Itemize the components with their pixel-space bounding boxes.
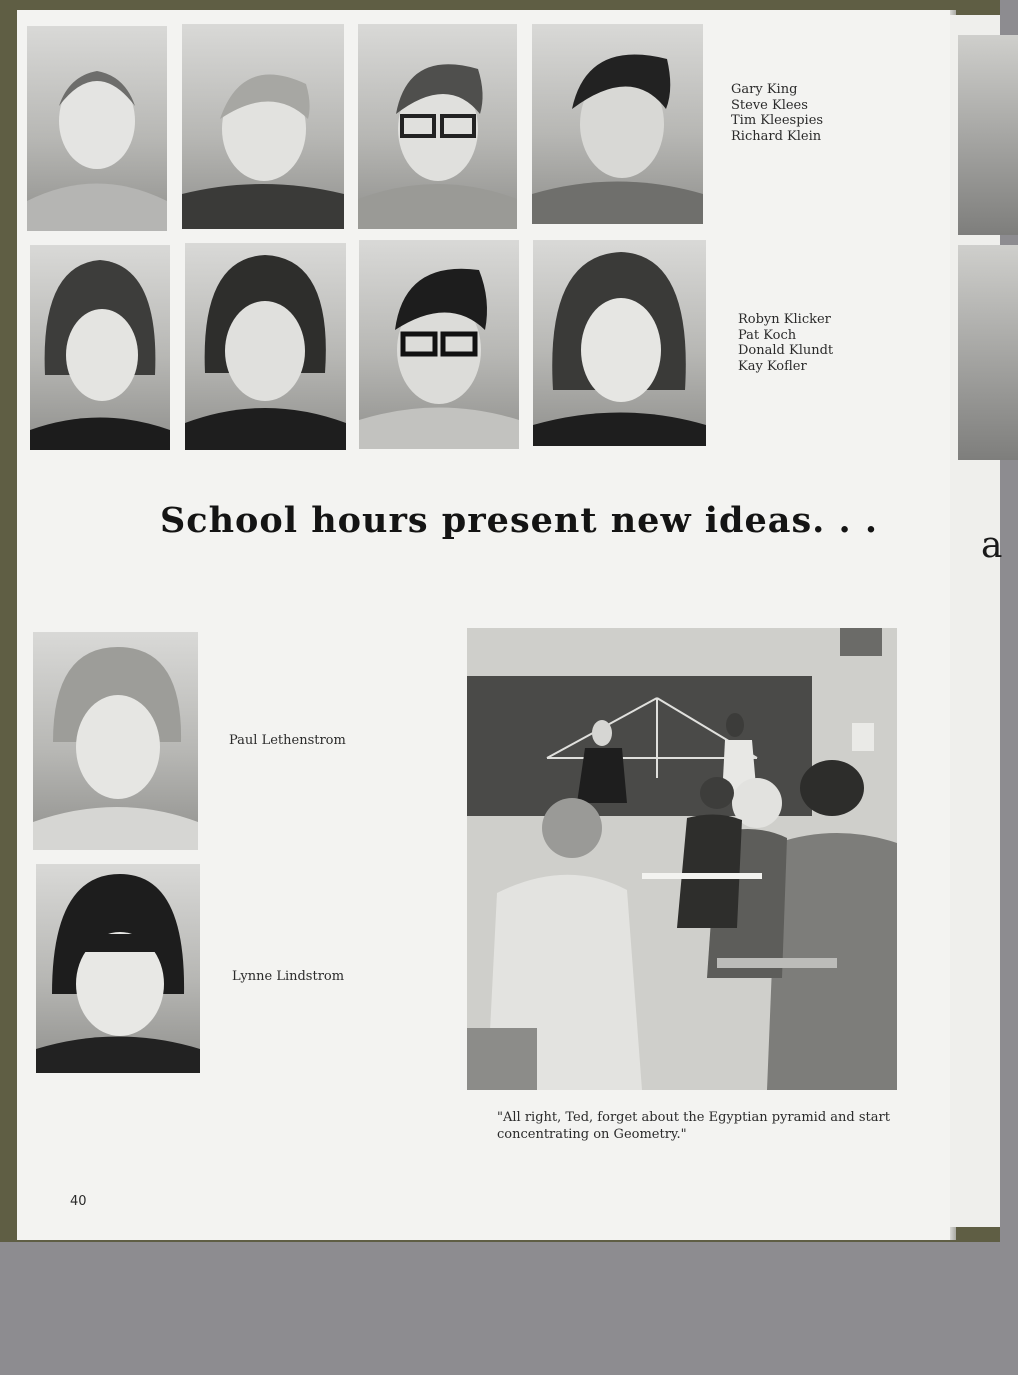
student-portrait bbox=[532, 24, 703, 224]
facing-page-portrait bbox=[958, 245, 1018, 460]
student-name: Donald Klundt bbox=[738, 343, 834, 358]
student-name: Steve Klees bbox=[731, 97, 808, 113]
student-portrait bbox=[27, 26, 167, 231]
student-name: Richard Klein bbox=[731, 128, 822, 144]
page-number: 40 bbox=[70, 1194, 87, 1209]
facing-page-headline-fragment: a bbox=[981, 525, 1003, 566]
student-portrait bbox=[30, 245, 170, 450]
facing-page-edge bbox=[950, 15, 1003, 1227]
student-name: Kay Kofler bbox=[738, 358, 807, 374]
student-name: Robyn Klicker bbox=[738, 312, 831, 327]
page-headline: School hours present new ideas. . . bbox=[160, 500, 879, 541]
student-portrait bbox=[182, 24, 344, 229]
student-portrait bbox=[359, 240, 519, 449]
student-name: Lynne Lindstrom bbox=[232, 969, 345, 984]
facing-page-portrait bbox=[958, 35, 1018, 235]
student-name: Gary King bbox=[731, 82, 798, 97]
row-2-name-list bbox=[738, 312, 833, 374]
student-portrait bbox=[533, 240, 706, 446]
classroom-photo bbox=[467, 628, 897, 1090]
photo-caption: "All right, Ted, forget about the Egyptian pyramid and start concentrating on Geometry." bbox=[497, 1110, 890, 1142]
student-portrait bbox=[185, 243, 346, 450]
student-portrait bbox=[33, 632, 198, 850]
student-name: Paul Lethenstrom bbox=[229, 733, 346, 748]
student-portrait bbox=[36, 864, 200, 1073]
student-portrait bbox=[358, 24, 517, 229]
row-1-name-list bbox=[731, 82, 823, 144]
student-name: Pat Koch bbox=[738, 327, 797, 343]
student-name: Tim Kleespies bbox=[731, 113, 824, 128]
